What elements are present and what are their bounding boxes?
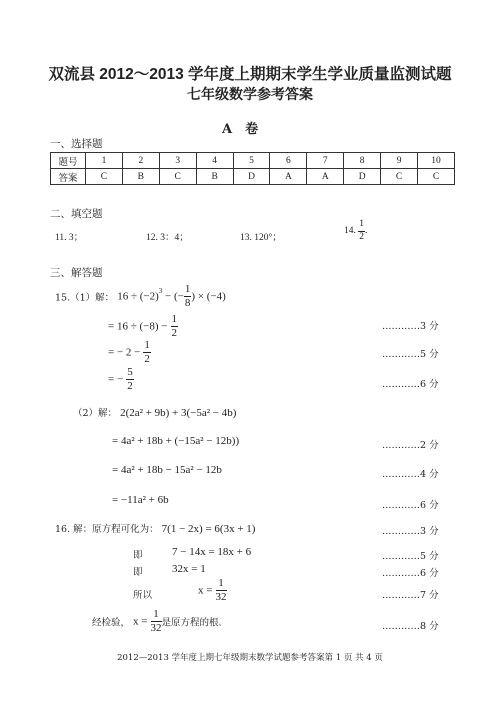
question-number: 7: [307, 153, 344, 169]
points-marker: …………3 分: [382, 321, 439, 332]
q14-numerator: 1: [358, 220, 365, 232]
q15-2-label: （2）解：: [73, 408, 118, 419]
table-row: [51, 153, 455, 169]
check-numerator: 1: [151, 609, 162, 622]
question-number: 1: [86, 153, 123, 169]
step-numerator: 5: [127, 366, 133, 378]
check-prefix: 经检验，: [92, 617, 131, 629]
step-denominator: 2: [127, 380, 133, 392]
answer-table: [50, 152, 455, 185]
answer-q12: 12. 3：4；: [146, 233, 189, 243]
step-expression: = −: [108, 373, 124, 386]
table-header-cell: 题号: [51, 153, 86, 169]
q15-2-step1: = 4a² + 18b + (−15a² − 12b)): [112, 435, 240, 447]
q16-step2-label: 即: [133, 567, 143, 578]
q15-1-line: [55, 284, 226, 309]
document-subtitle: 七年级数学参考答案: [187, 87, 313, 103]
section-solve-heading: 三、解答题: [50, 267, 103, 279]
table-header-cell: 答案: [51, 169, 86, 185]
points-marker: …………4 分: [382, 469, 439, 480]
q16-check-line: [92, 609, 222, 634]
document-title: 双流县 2012～2013 学年度上期期末学生学业质量监测试题: [48, 66, 452, 83]
answer-q11: 11. 3；: [55, 233, 84, 243]
answer-cell: B: [196, 169, 233, 185]
q15-1-numerator: 1: [184, 283, 191, 295]
answer-cell: C: [418, 169, 455, 185]
points-marker: …………6 分: [382, 568, 439, 579]
step-numerator: 1: [171, 313, 178, 325]
answer-cell: D: [344, 169, 381, 185]
question-number: 6: [270, 153, 307, 169]
q16-step3-expression: [198, 578, 227, 603]
answer-cell: D: [233, 169, 270, 185]
step-expression: = 16 ÷ (−8) −: [108, 320, 168, 333]
answer-cell: C: [159, 169, 196, 185]
check-expression: x =: [133, 615, 148, 628]
q16-step2-expression: 32x = 1: [172, 563, 206, 575]
q14-denominator: 2: [359, 231, 364, 242]
question-number: 3: [159, 153, 196, 169]
question-number: 10: [418, 153, 455, 169]
answer-cell: C: [86, 169, 123, 185]
q15-1-step1: [108, 314, 178, 339]
points-marker: …………7 分: [382, 590, 439, 601]
step-denominator: 32: [215, 591, 227, 603]
points-marker: …………6 分: [382, 379, 439, 390]
q15-1-expr-b: − (−: [162, 290, 184, 303]
section-fill-heading: 二、填空题: [50, 208, 103, 220]
q15-2-expression: 2(2a² + 9b) + 3(−5a² − 4b): [120, 407, 237, 419]
q15-1-expr-c: ) × (−4): [191, 290, 226, 303]
section-choice-heading: 一、选择题: [50, 138, 103, 150]
points-marker: …………8 分: [382, 621, 439, 632]
q16-line: [55, 521, 255, 535]
q14-suffix: .: [365, 226, 368, 236]
check-suffix: 是原方程的根.: [161, 617, 222, 629]
question-number: 4: [196, 153, 233, 169]
points-marker: …………5 分: [382, 349, 439, 360]
q16-step1-expression: 7 − 14x = 18x + 6: [172, 546, 252, 558]
step-fraction: [143, 340, 151, 365]
q15-1-expr-a: 16 ÷ (−2): [117, 290, 159, 303]
q15-2-step3: = −11a² + 6b: [112, 494, 169, 506]
q14-prefix: 14.: [344, 226, 356, 236]
q15-1-step2: [108, 340, 151, 365]
answer-cell: A: [270, 169, 307, 185]
step-numerator: 1: [216, 578, 227, 591]
answer-cell: C: [381, 169, 418, 185]
step-fraction: [126, 367, 134, 392]
answer-cell: A: [307, 169, 344, 185]
answer-q13: 13. 120°；: [240, 233, 282, 243]
q15-2-line: [73, 405, 236, 419]
step-expression: x =: [198, 584, 213, 597]
question-number: 9: [381, 153, 418, 169]
question-number: 8: [344, 153, 381, 169]
step-denominator: 2: [171, 327, 178, 339]
q16-step1-label: 即: [133, 550, 143, 561]
step-numerator: 1: [144, 339, 150, 351]
volume-label: A 卷: [222, 122, 259, 137]
points-marker: …………3 分: [382, 526, 439, 537]
step-fraction: [216, 578, 227, 603]
question-number: 2: [122, 153, 159, 169]
points-marker: …………5 分: [382, 551, 439, 562]
q14-fraction: [358, 219, 368, 242]
q16-label: 16. 解：原方程可化为：: [55, 524, 159, 535]
q15-1-label: 15.（1）解：: [55, 292, 115, 304]
q15-2-step2: = 4a² + 18b − 15a² − 12b: [112, 464, 222, 476]
points-marker: …………6 分: [382, 500, 439, 511]
answer-cell: B: [122, 169, 159, 185]
points-marker: …………2 分: [382, 440, 439, 451]
step-denominator: 2: [144, 353, 150, 365]
q16-step3-label: 所以: [133, 590, 153, 601]
q16-expression: 7(1 − 2x) = 6(3x + 1): [161, 523, 256, 535]
question-number: 5: [233, 153, 270, 169]
check-denominator: 32: [150, 622, 162, 634]
table-row: [51, 169, 455, 185]
page-footer: 2012—2013 学年度上期七年级期末数学试题参考答案第 1 页 共 4 页: [117, 653, 383, 663]
step-fraction: [171, 314, 179, 339]
answer-q14: [344, 220, 367, 242]
q15-1-denominator: 8: [184, 297, 191, 309]
q15-1-exponent: 3: [158, 287, 163, 295]
step-expression: = − 2 −: [108, 346, 141, 359]
q15-1-step3: [108, 367, 134, 392]
check-fraction: [151, 609, 162, 634]
